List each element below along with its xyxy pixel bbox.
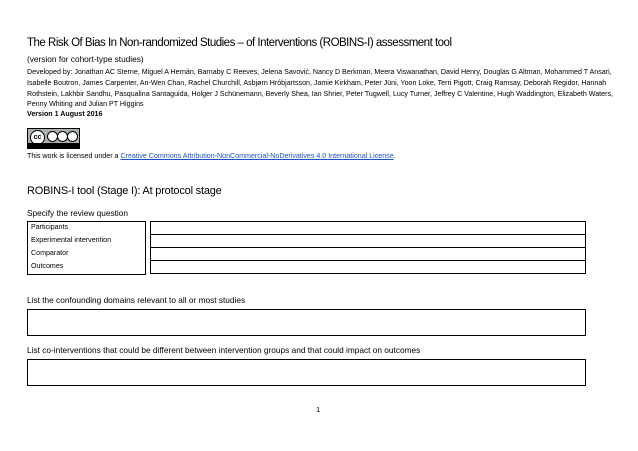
table-row	[27, 247, 585, 260]
confounding-heading: List the confounding domains relevant to all or most studies	[27, 295, 246, 305]
section-title: ROBINS-I tool (Stage I): At protocol stage	[27, 185, 222, 197]
cointerventions-field[interactable]	[27, 359, 586, 386]
version-label: Version 1 August 2016	[27, 110, 103, 118]
participants-field[interactable]	[150, 221, 586, 234]
table-row	[27, 260, 585, 273]
row-label-outcomes: Outcomes	[31, 262, 64, 270]
review-question-heading: Specify the review question	[27, 208, 129, 218]
experimental-intervention-field[interactable]	[150, 234, 586, 247]
comparator-field[interactable]	[150, 247, 586, 260]
outcomes-field[interactable]	[150, 260, 586, 274]
page-number: 1	[316, 405, 321, 414]
row-label-experimental-intervention: Experimental intervention	[31, 236, 112, 244]
cc-badge-strip	[28, 143, 79, 148]
developers-list: Developed by: Jonathan AC Sterne, Miguel A Hernán, Barnaby C Reeves, Jelena Savović, Nancy D Berkman, Meera Viswanathan, David Henry, Douglas G Altman, Mohammed T Ansari, Isabelle Boutron, James Carpenter, An-Wen Chan, Rachel Churchill, Asbjørn Hróbjartsson, Jamie Kirkham, Peter Jüni, Yoon Loke, Terri Pigott, Craig Ramsay, Deborah Regidor, Hannah Rothstein, Lakhbir Sandhu, Pasqualina Santaguida, Holger J Schünemann, Beverly Shea, Ian Shrier, Peter Tugwell, Lucy Turner, Jeffrey C Valentine, Hugh Waddington, Elizabeth Waters, Penny Whiting and Julian PT Higgins	[27, 68, 613, 109]
cointerventions-heading: List co-interventions that could be different between intervention groups and that could impact on outcomes	[27, 345, 421, 355]
license-prefix: This work is licensed under a	[27, 152, 121, 160]
license-suffix: .	[393, 152, 396, 160]
document-subtitle: (version for cohort-type studies)	[27, 54, 144, 64]
license-line	[27, 152, 396, 160]
nd-icon	[67, 131, 78, 142]
confounding-domains-field[interactable]	[27, 309, 586, 336]
row-label-comparator: Comparator	[31, 249, 69, 257]
table-row	[27, 221, 585, 234]
document-title: The Risk Of Bias In Non-randomized Studies – of Interventions (ROBINS-I) assessment tool	[27, 37, 452, 49]
review-question-table	[27, 221, 585, 273]
table-row	[27, 234, 585, 247]
row-label-participants: Participants	[31, 223, 69, 231]
license-link[interactable]: Creative Commons Attribution-NonCommercial-NoDerivatives 4.0 International License	[120, 152, 394, 160]
cc-logo-icon: cc	[30, 130, 45, 145]
creative-commons-badge[interactable]	[27, 128, 80, 149]
